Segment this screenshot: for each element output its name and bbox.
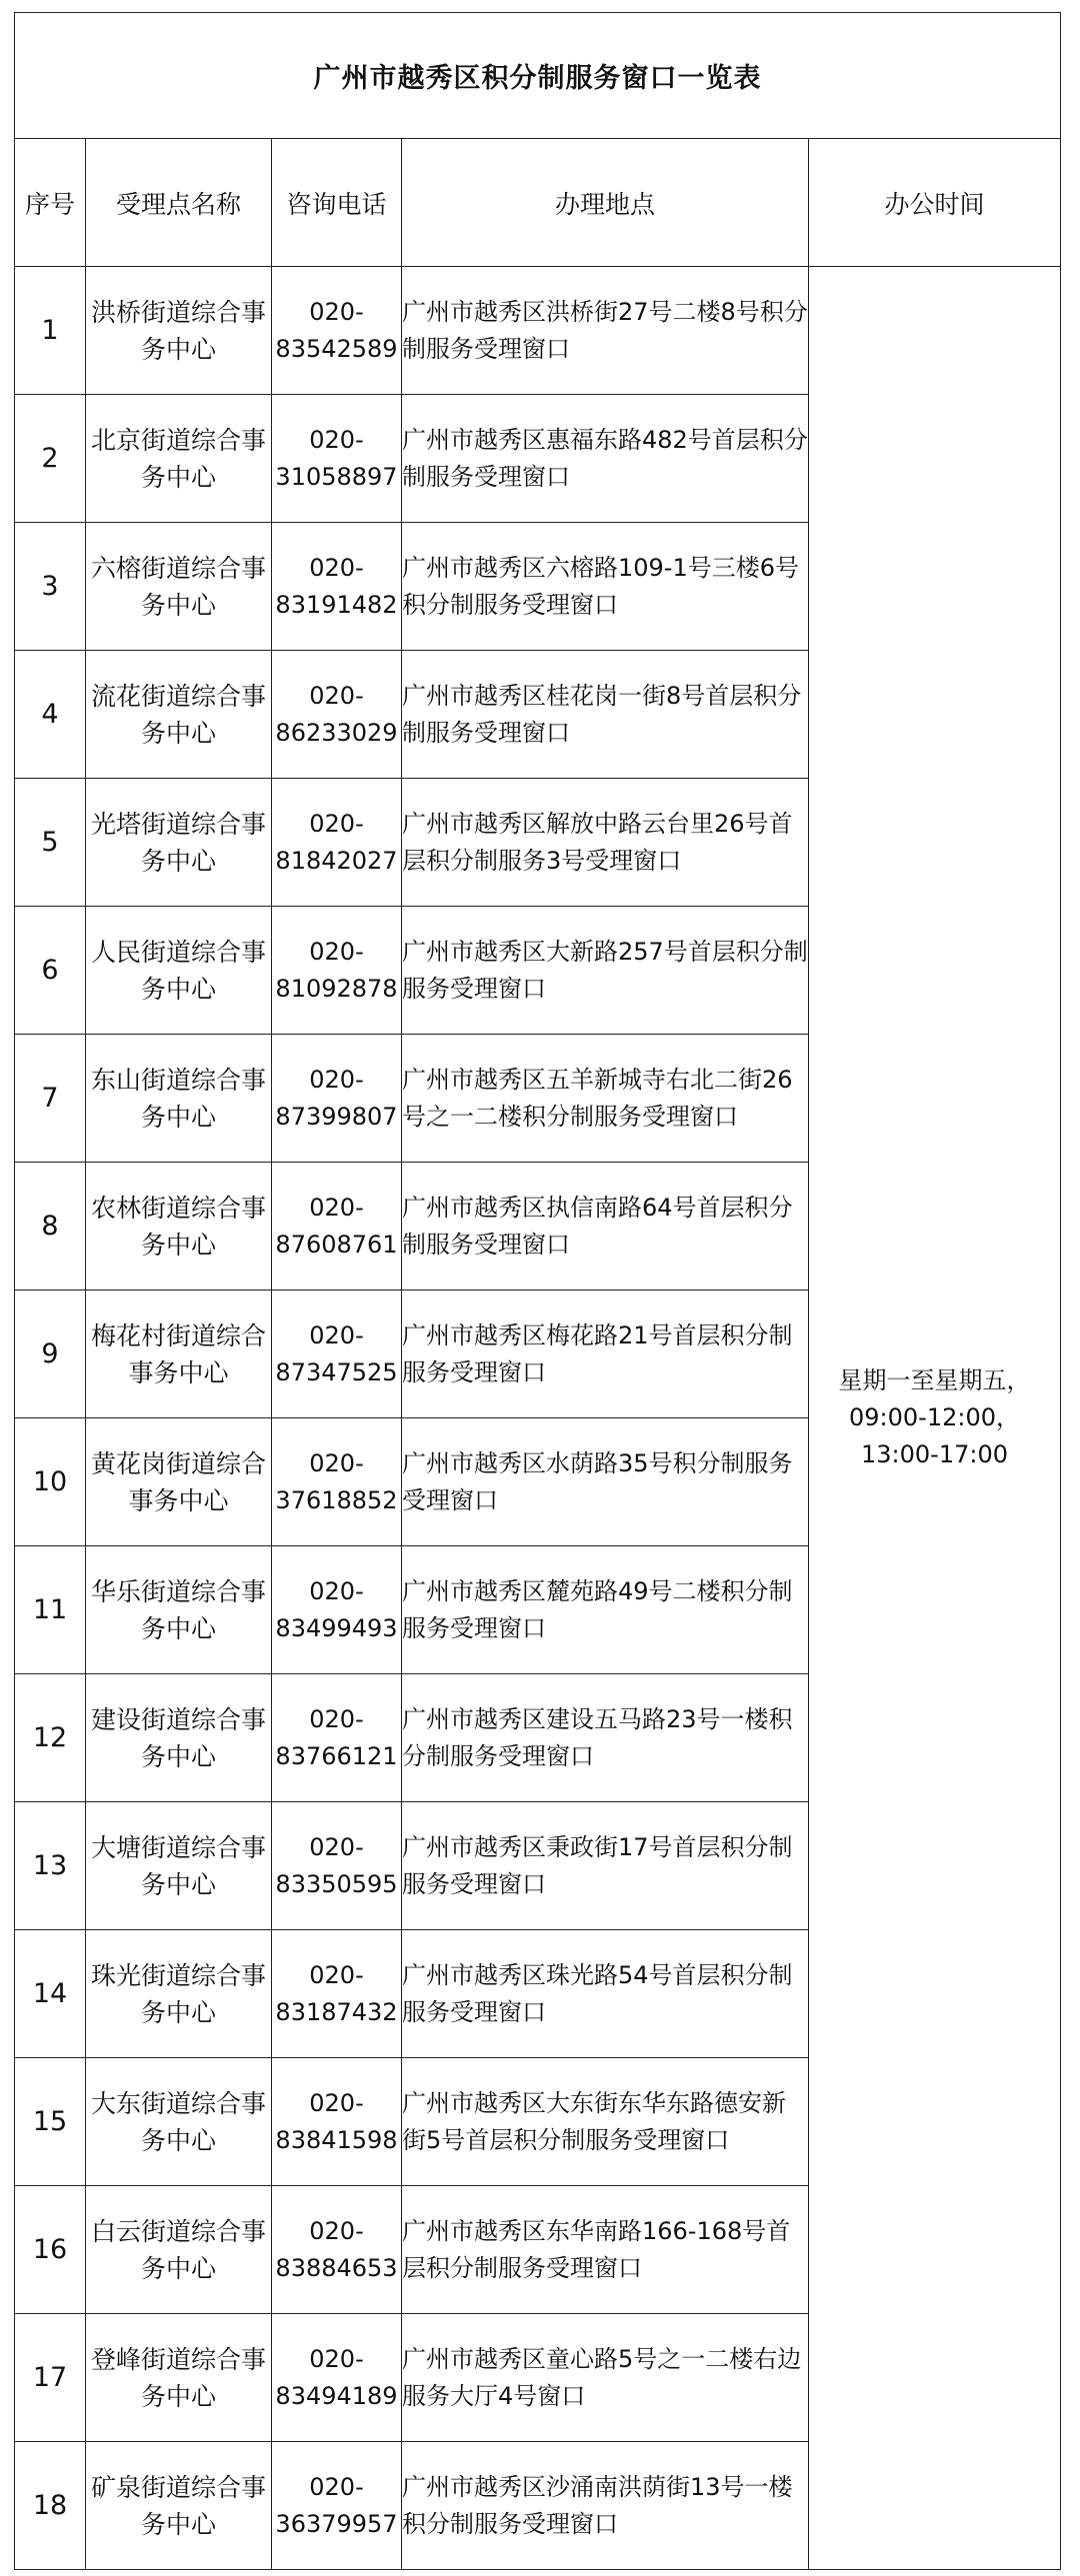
row-center-name: 洪桥街道综合事务中心	[86, 267, 272, 395]
row-center-name: 梅花村街道综合事务中心	[86, 1290, 272, 1418]
row-phone	[272, 1290, 402, 1418]
row-index: 12	[15, 1674, 86, 1802]
phone-area-code: 020-	[309, 1960, 364, 1989]
row-address: 广州市越秀区解放中路云台里26号首层积分制服务3号受理窗口	[402, 779, 809, 907]
table-title: 广州市越秀区积分制服务窗口一览表	[15, 13, 1061, 139]
row-index: 1	[15, 267, 86, 395]
phone-area-code: 020-	[309, 1448, 364, 1477]
row-index: 2	[15, 395, 86, 523]
row-center-name: 农林街道综合事务中心	[86, 1163, 272, 1290]
row-address: 广州市越秀区童心路5号之一二楼右边服务大厅4号窗口	[402, 2314, 809, 2442]
row-index: 15	[15, 2058, 86, 2186]
office-hours-line: 09:00-12:00，	[849, 1403, 1020, 1431]
row-address: 广州市越秀区洪桥街27号二楼8号积分制服务受理窗口	[402, 267, 809, 395]
phone-area-code: 020-	[309, 2216, 364, 2245]
phone-number: 87608761	[275, 1230, 398, 1259]
row-phone	[272, 1930, 402, 2058]
phone-number: 83884653	[275, 2253, 398, 2282]
row-index: 5	[15, 779, 86, 907]
row-phone	[272, 907, 402, 1035]
office-hours-line: 13:00-17:00	[861, 1440, 1008, 1468]
row-address: 广州市越秀区执信南路64号首层积分制服务受理窗口	[402, 1163, 809, 1290]
phone-number: 37618852	[275, 1485, 398, 1514]
row-phone	[272, 1035, 402, 1163]
row-address: 广州市越秀区六榕路109-1号三楼6号积分制服务受理窗口	[402, 523, 809, 651]
row-index: 8	[15, 1163, 86, 1290]
row-center-name: 光塔街道综合事务中心	[86, 779, 272, 907]
phone-area-code: 020-	[309, 297, 364, 326]
row-phone	[272, 267, 402, 395]
phone-number: 83499493	[275, 1613, 398, 1642]
row-address: 广州市越秀区梅花路21号首层积分制服务受理窗口	[402, 1290, 809, 1418]
phone-number: 87347525	[275, 1357, 398, 1386]
phone-number: 83187432	[275, 1997, 398, 2026]
row-phone	[272, 1802, 402, 1930]
phone-area-code: 020-	[309, 2472, 364, 2501]
phone-number: 31058897	[275, 462, 398, 491]
phone-area-code: 020-	[309, 1065, 364, 1094]
row-address: 广州市越秀区五羊新城寺右北二街26号之一二楼积分制服务受理窗口	[402, 1035, 809, 1163]
phone-area-code: 020-	[309, 2088, 364, 2117]
phone-area-code: 020-	[309, 937, 364, 966]
phone-number: 81092878	[275, 974, 398, 1003]
phone-number: 87399807	[275, 1102, 398, 1131]
phone-number: 81842027	[275, 846, 398, 875]
row-address: 广州市越秀区秉政街17号首层积分制服务受理窗口	[402, 1802, 809, 1930]
row-center-name: 白云街道综合事务中心	[86, 2186, 272, 2314]
row-phone	[272, 779, 402, 907]
row-index: 14	[15, 1930, 86, 2058]
header-hours: 办公时间	[809, 139, 1061, 267]
row-phone	[272, 2058, 402, 2186]
row-address: 广州市越秀区珠光路54号首层积分制服务受理窗口	[402, 1930, 809, 2058]
row-index: 6	[15, 907, 86, 1035]
row-phone	[272, 523, 402, 651]
row-center-name: 矿泉街道综合事务中心	[86, 2442, 272, 2570]
header-name: 受理点名称	[86, 139, 272, 267]
office-hours	[809, 267, 1061, 2570]
row-center-name: 人民街道综合事务中心	[86, 907, 272, 1035]
phone-area-code: 020-	[309, 1832, 364, 1861]
row-index: 9	[15, 1290, 86, 1418]
row-center-name: 华乐街道综合事务中心	[86, 1546, 272, 1674]
row-phone	[272, 2186, 402, 2314]
row-index: 16	[15, 2186, 86, 2314]
row-center-name: 流花街道综合事务中心	[86, 651, 272, 779]
phone-area-code: 020-	[309, 1320, 364, 1349]
row-phone	[272, 1546, 402, 1674]
row-center-name: 东山街道综合事务中心	[86, 1035, 272, 1163]
header-row	[15, 139, 1061, 267]
header-address: 办理地点	[402, 139, 809, 267]
row-phone	[272, 395, 402, 523]
row-phone	[272, 1418, 402, 1546]
row-index: 4	[15, 651, 86, 779]
row-address: 广州市越秀区大东街东华东路德安新街5号首层积分制服务受理窗口	[402, 2058, 809, 2186]
row-phone	[272, 1163, 402, 1290]
office-hours-line: 星期一至星期五，	[838, 1366, 1031, 1394]
row-center-name: 大东街道综合事务中心	[86, 2058, 272, 2186]
phone-number: 83841598	[275, 2125, 398, 2154]
phone-number: 86233029	[275, 718, 398, 747]
row-center-name: 大塘街道综合事务中心	[86, 1802, 272, 1930]
row-phone	[272, 2314, 402, 2442]
phone-number: 36379957	[275, 2509, 398, 2538]
row-index: 3	[15, 523, 86, 651]
row-address: 广州市越秀区建设五马路23号一楼积分制服务受理窗口	[402, 1674, 809, 1802]
phone-number: 83350595	[275, 1869, 398, 1898]
table-body	[15, 13, 1061, 2570]
row-center-name: 珠光街道综合事务中心	[86, 1930, 272, 2058]
row-center-name: 建设街道综合事务中心	[86, 1674, 272, 1802]
title-row	[15, 13, 1061, 139]
row-index: 7	[15, 1035, 86, 1163]
row-address: 广州市越秀区麓苑路49号二楼积分制服务受理窗口	[402, 1546, 809, 1674]
row-index: 18	[15, 2442, 86, 2570]
header-phone: 咨询电话	[272, 139, 402, 267]
row-center-name: 六榕街道综合事务中心	[86, 523, 272, 651]
phone-number: 83191482	[275, 590, 398, 619]
row-address: 广州市越秀区大新路257号首层积分制服务受理窗口	[402, 907, 809, 1035]
header-index: 序号	[15, 139, 86, 267]
row-address: 广州市越秀区桂花岗一街8号首层积分制服务受理窗口	[402, 651, 809, 779]
service-window-table	[14, 12, 1061, 2570]
row-phone	[272, 651, 402, 779]
row-index: 13	[15, 1802, 86, 1930]
row-center-name: 黄花岗街道综合事务中心	[86, 1418, 272, 1546]
row-index: 10	[15, 1418, 86, 1546]
row-address: 广州市越秀区东华南路166-168号首层积分制服务受理窗口	[402, 2186, 809, 2314]
row-index: 11	[15, 1546, 86, 1674]
phone-area-code: 020-	[309, 553, 364, 582]
phone-area-code: 020-	[309, 1193, 364, 1222]
phone-number: 83542589	[275, 334, 398, 363]
row-address: 广州市越秀区惠福东路482号首层积分制服务受理窗口	[402, 395, 809, 523]
phone-number: 83494189	[275, 2381, 398, 2410]
row-center-name: 登峰街道综合事务中心	[86, 2314, 272, 2442]
phone-area-code: 020-	[309, 425, 364, 454]
row-phone	[272, 1674, 402, 1802]
phone-area-code: 020-	[309, 809, 364, 838]
phone-area-code: 020-	[309, 1576, 364, 1605]
phone-number: 83766121	[275, 1741, 398, 1770]
row-address: 广州市越秀区沙涌南洪荫街13号一楼积分制服务受理窗口	[402, 2442, 809, 2570]
phone-area-code: 020-	[309, 1704, 364, 1733]
phone-area-code: 020-	[309, 2344, 364, 2373]
row-index: 17	[15, 2314, 86, 2442]
row-phone	[272, 2442, 402, 2570]
row-address: 广州市越秀区水荫路35号积分制服务受理窗口	[402, 1418, 809, 1546]
row-center-name: 北京街道综合事务中心	[86, 395, 272, 523]
phone-area-code: 020-	[309, 681, 364, 710]
table-row	[15, 267, 1061, 395]
